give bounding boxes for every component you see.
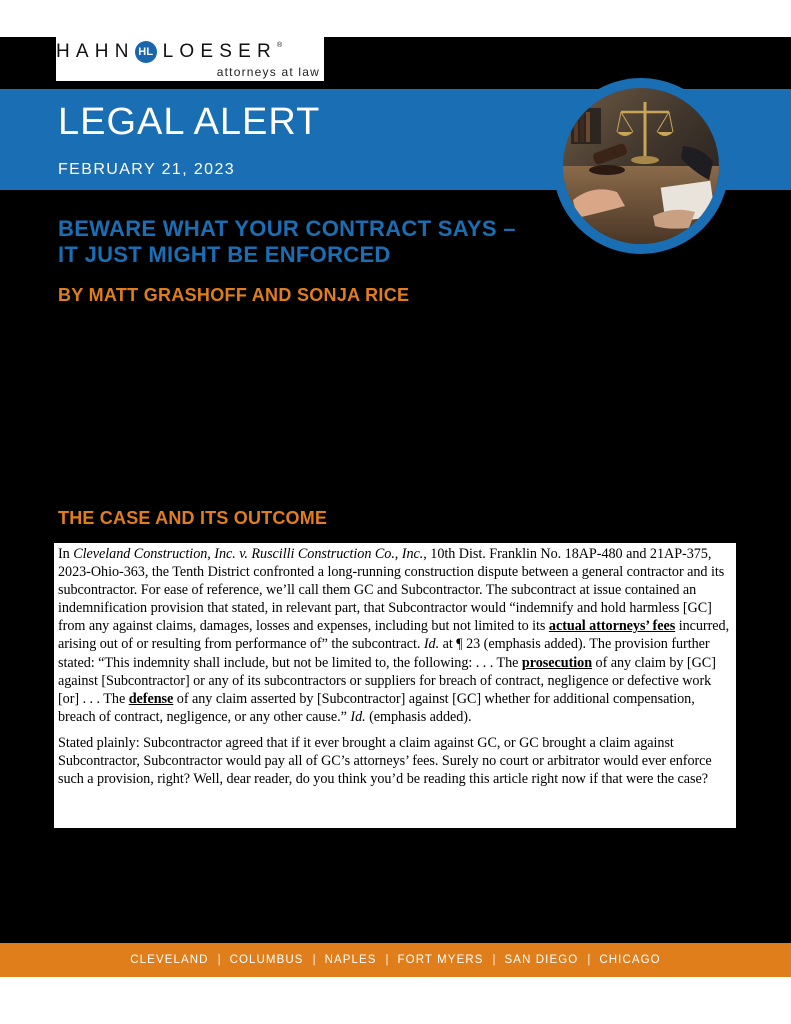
footer-separator: | <box>587 954 591 966</box>
logo-mark-icon: HL <box>135 41 157 63</box>
emphasis-prosecution: prosecution <box>521 654 593 671</box>
headline-line-2: IT JUST MIGHT BE ENFORCED <box>58 242 391 267</box>
emphasis-defense: defense <box>128 690 174 707</box>
footer-separator: | <box>312 954 316 966</box>
office-locations-footer <box>0 943 791 977</box>
logo-word-left: HAHN <box>56 41 135 62</box>
gavel-scales-photo-icon <box>563 88 719 244</box>
p1-text-2: incurred, arising out of or resulting from performance of” the subcontract. <box>58 618 730 653</box>
section-heading: THE CASE AND ITS OUTCOME <box>58 508 328 528</box>
p1-text-3: at ¶ 23 (emphasis added). The provision further stated: “This indemnity shall include, but not be limited to, the following: . . . The <box>58 636 710 671</box>
article-byline: BY MATT GRASHOFF AND SONJA RICE <box>58 285 410 305</box>
emphasis-attorneys-fees: actual attorneys’ fees <box>548 618 676 635</box>
case-name: Cleveland Construction, Inc. v. Ruscilli Construction Co., Inc. <box>73 546 424 562</box>
footer-city-cleveland: CLEVELAND <box>130 954 209 966</box>
footer-separator: | <box>217 954 221 966</box>
article-headline <box>58 216 516 268</box>
article-body <box>54 543 736 828</box>
alert-date: FEBRUARY 21, 2023 <box>58 161 236 178</box>
p1-text-5: of any claim asserted by [Subcontractor] against [GC] whether for additional compensation, breach of contract, negligence, or any other cause.” <box>58 690 695 725</box>
footer-separator: | <box>385 954 389 966</box>
p1-text-4: of any claim by [GC] against [Subcontractor] or any of its subcontractors or suppliers for breach of contract, negligence or defective work [or] . . . The <box>58 654 716 707</box>
photo-illustration <box>563 88 719 244</box>
alert-title: LEGAL ALERT <box>58 101 321 143</box>
footer-city-naples: NAPLES <box>324 954 377 966</box>
footer-city-chicago: CHICAGO <box>599 954 661 966</box>
citation-id-2: Id. <box>350 708 366 725</box>
footer-city-columbus: COLUMBUS <box>229 954 304 966</box>
logo-word-right: LOESER <box>162 41 277 62</box>
p1-text-6: (emphasis added). <box>365 708 472 725</box>
body-paragraph-2: Stated plainly: Subcontractor agreed that if it ever brought a claim against GC, or GC brought a claim against Subcontractor, Subcontractor would pay all of GC’s attorneys’ fees. Surely no court or arbitrator would ever enforce such a provision, right? Well, dear reader, do you think you’d be reading this article right now if that were the case? <box>58 734 712 788</box>
citation-id-1: Id. <box>423 636 440 653</box>
p1-text-1: , 10th Dist. Franklin No. 18AP-480 and 21AP-375, 2023-Ohio-363, the Tenth District confronted a long-running construction dispute between a general contractor and its subcontractor. For ease of reference, we’ll call them GC and Subcontractor. The subcontract at issue contained an indemnification provision that stated, in relevant part, that Subcontractor would “indemnify and hold harmless [GC] from any against claims, damages, losses and expenses, including but not limited to its <box>58 546 725 635</box>
firm-logo <box>56 37 324 81</box>
logo-registered: ® <box>276 41 283 49</box>
footer-city-san-diego: SAN DIEGO <box>504 954 579 966</box>
footer-separator: | <box>492 954 496 966</box>
p1-intro: In <box>58 546 74 562</box>
footer-city-fort-myers: FORT MYERS <box>397 954 484 966</box>
body-paragraph-1 <box>58 545 734 726</box>
logo-tagline: attorneys at law <box>216 65 320 79</box>
headline-line-1: BEWARE WHAT YOUR CONTRACT SAYS – <box>58 216 516 241</box>
